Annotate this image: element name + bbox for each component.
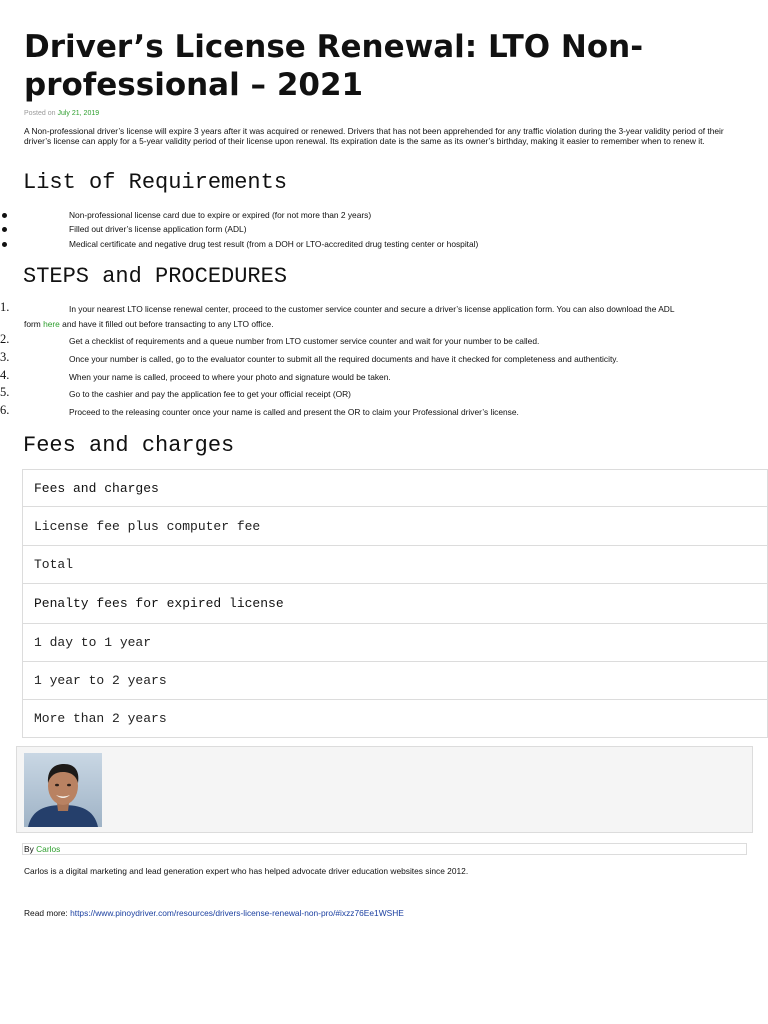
read-more-link[interactable]: https://www.pinoydriver.com/resources/drivers-license-renewal-non-pro/#ixzz76Ee1WSHE [70, 908, 404, 918]
table-cell: More than 2 years [23, 700, 768, 738]
table-cell: 1 year to 2 years [23, 662, 768, 700]
table-cell: Fees and charges [23, 470, 768, 507]
bullet-icon [2, 242, 7, 247]
author-byline [22, 843, 747, 855]
bullet-icon [2, 227, 7, 232]
fees-table [22, 469, 768, 738]
posted-prefix: Posted on [24, 110, 56, 117]
adl-download-link[interactable]: here [43, 319, 60, 329]
author-box [16, 746, 753, 833]
step-text: When your name is called, proceed to where your photo and signature would be taken. [69, 372, 391, 382]
step-text: Proceed to the releasing counter once your name is called and present the OR to claim your Professional driver’s license. [69, 407, 519, 417]
requirement-text: Filled out driver’s license application form (ADL) [69, 224, 247, 234]
table-row [23, 584, 768, 624]
avatar [24, 753, 102, 827]
table-cell: Penalty fees for expired license [23, 584, 768, 624]
requirement-text: Non-professional license card due to expire or expired (for not more than 2 years) [69, 210, 372, 220]
step-number: 1. [0, 300, 10, 314]
table-cell: License fee plus computer fee [23, 507, 768, 546]
table-row [23, 662, 768, 700]
author-name-link[interactable]: Carlos [36, 844, 61, 854]
step-text: Go to the cashier and pay the application fee to get your official receipt (OR) [69, 389, 351, 399]
step-number: 2. [0, 332, 10, 346]
step-text: Get a checklist of requirements and a queue number from LTO customer service counter and wait for your number to be called. [69, 336, 540, 346]
intro-paragraph: A Non-professional driver’s license will expire 3 years after it was acquired or renewed. Drivers that has not been apprehended for any traffic violation during the 3-year validity period of their driver’s license can apply for a 5-year validity period of their license upon renewal. Its expiration date is the same as its owner’s birthday, making it easier to remember when to renew it. [24, 126, 724, 146]
steps-heading: STEPS and PROCEDURES [23, 264, 288, 289]
table-row [23, 624, 768, 662]
step-number: 3. [0, 350, 10, 364]
bullet-icon [2, 213, 7, 218]
step-text-pre: form [24, 319, 41, 329]
step-text: In your nearest LTO license renewal center, proceed to the customer service counter and secure a driver’s license application form. You can also download the ADL [69, 304, 675, 314]
fees-heading: Fees and charges [23, 433, 235, 458]
step-number: 4. [0, 368, 10, 382]
article-title: Driver’s License Renewal: LTO Non-professional – 2021 [24, 29, 644, 103]
author-photo-icon [24, 753, 102, 827]
read-more-label: Read more: [24, 908, 68, 918]
posted-on [24, 110, 99, 117]
step-number: 5. [0, 385, 10, 399]
step-text-post: and have it filled out before transacting to any LTO office. [62, 319, 274, 329]
read-more [24, 908, 404, 918]
step-number: 6. [0, 403, 10, 417]
table-cell: Total [23, 546, 768, 584]
requirements-heading: List of Requirements [23, 170, 288, 195]
step-text: Once your number is called, go to the evaluator counter to submit all the required documents and have it checked for completeness and authenticity. [69, 354, 619, 364]
table-row [23, 507, 768, 546]
table-row [23, 546, 768, 584]
posted-date-link[interactable]: July 21, 2019 [57, 110, 100, 117]
by-label: By [24, 844, 34, 854]
step-text-continued [24, 317, 274, 332]
table-cell: 1 day to 1 year [23, 624, 768, 662]
table-row [23, 470, 768, 507]
author-bio: Carlos is a digital marketing and lead generation expert who has helped advocate driver education websites since 2012. [24, 866, 469, 876]
table-row [23, 700, 768, 738]
requirement-text: Medical certificate and negative drug test result (from a DOH or LTO-accredited drug testing center or hospital) [69, 239, 479, 249]
